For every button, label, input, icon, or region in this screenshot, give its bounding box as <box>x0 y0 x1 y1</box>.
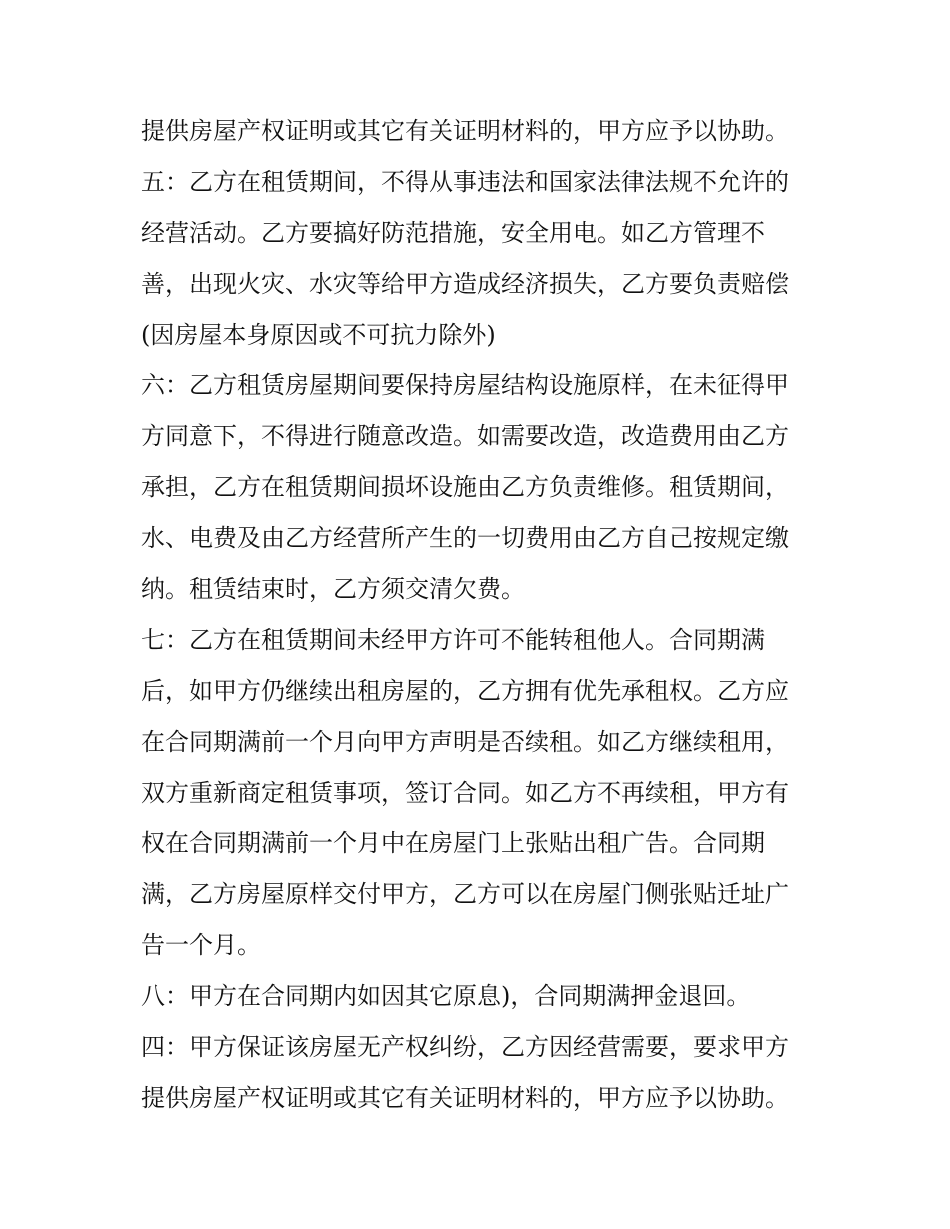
document-body <box>141 106 821 1124</box>
text-line: 后，如甲方仍继续出租房屋的，乙方拥有优先承租权。乙方应 <box>141 676 789 705</box>
text-line: 五：乙方在租赁期间，不得从事违法和国家法律法规不允许的 <box>141 167 789 196</box>
text-line: 善，出现火灾、水灾等给甲方造成经济损失，乙方要负责赔偿 <box>141 269 789 298</box>
text-line: 告一个月。 <box>141 931 261 960</box>
text-line: 四：甲方保证该房屋无产权纠纷，乙方因经营需要，要求甲方 <box>141 1033 789 1062</box>
text-line: 在合同期满前一个月向甲方声明是否续租。如乙方继续租用， <box>141 727 789 756</box>
text-line: 七：乙方在租赁期间未经甲方许可不能转租他人。合同期满 <box>141 625 765 654</box>
text-line: (因房屋本身原因或不可抗力除外) <box>141 320 496 349</box>
text-line: 双方重新商定租赁事项，签订合同。如乙方不再续租，甲方有 <box>141 778 789 807</box>
text-line: 六：乙方租赁房屋期间要保持房屋结构设施原样，在未征得甲 <box>141 371 789 400</box>
text-line: 经营活动。乙方要搞好防范措施，安全用电。如乙方管理不 <box>141 218 765 247</box>
text-line: 提供房屋产权证明或其它有关证明材料的，甲方应予以协助。 <box>141 117 789 145</box>
text-line: 满，乙方房屋原样交付甲方，乙方可以在房屋门侧张贴迁址广 <box>141 880 789 909</box>
text-line: 方同意下，不得进行随意改造。如需要改造，改造费用由乙方 <box>141 422 789 451</box>
text-line: 权在合同期满前一个月中在房屋门上张贴出租广告。合同期 <box>141 829 765 858</box>
text-line: 纳。租赁结束时，乙方须交清欠费。 <box>141 575 525 604</box>
text-line: 水、电费及由乙方经营所产生的一切费用由乙方自己按规定缴 <box>141 524 789 553</box>
text-line: 八：甲方在合同期内如因其它原息)，合同期满押金退回。 <box>141 982 751 1011</box>
text-line: 提供房屋产权证明或其它有关证明材料的，甲方应予以协助。 <box>141 1083 789 1112</box>
text-line: 承担，乙方在租赁期间损坏设施由乙方负责维修。租赁期间， <box>141 473 789 502</box>
